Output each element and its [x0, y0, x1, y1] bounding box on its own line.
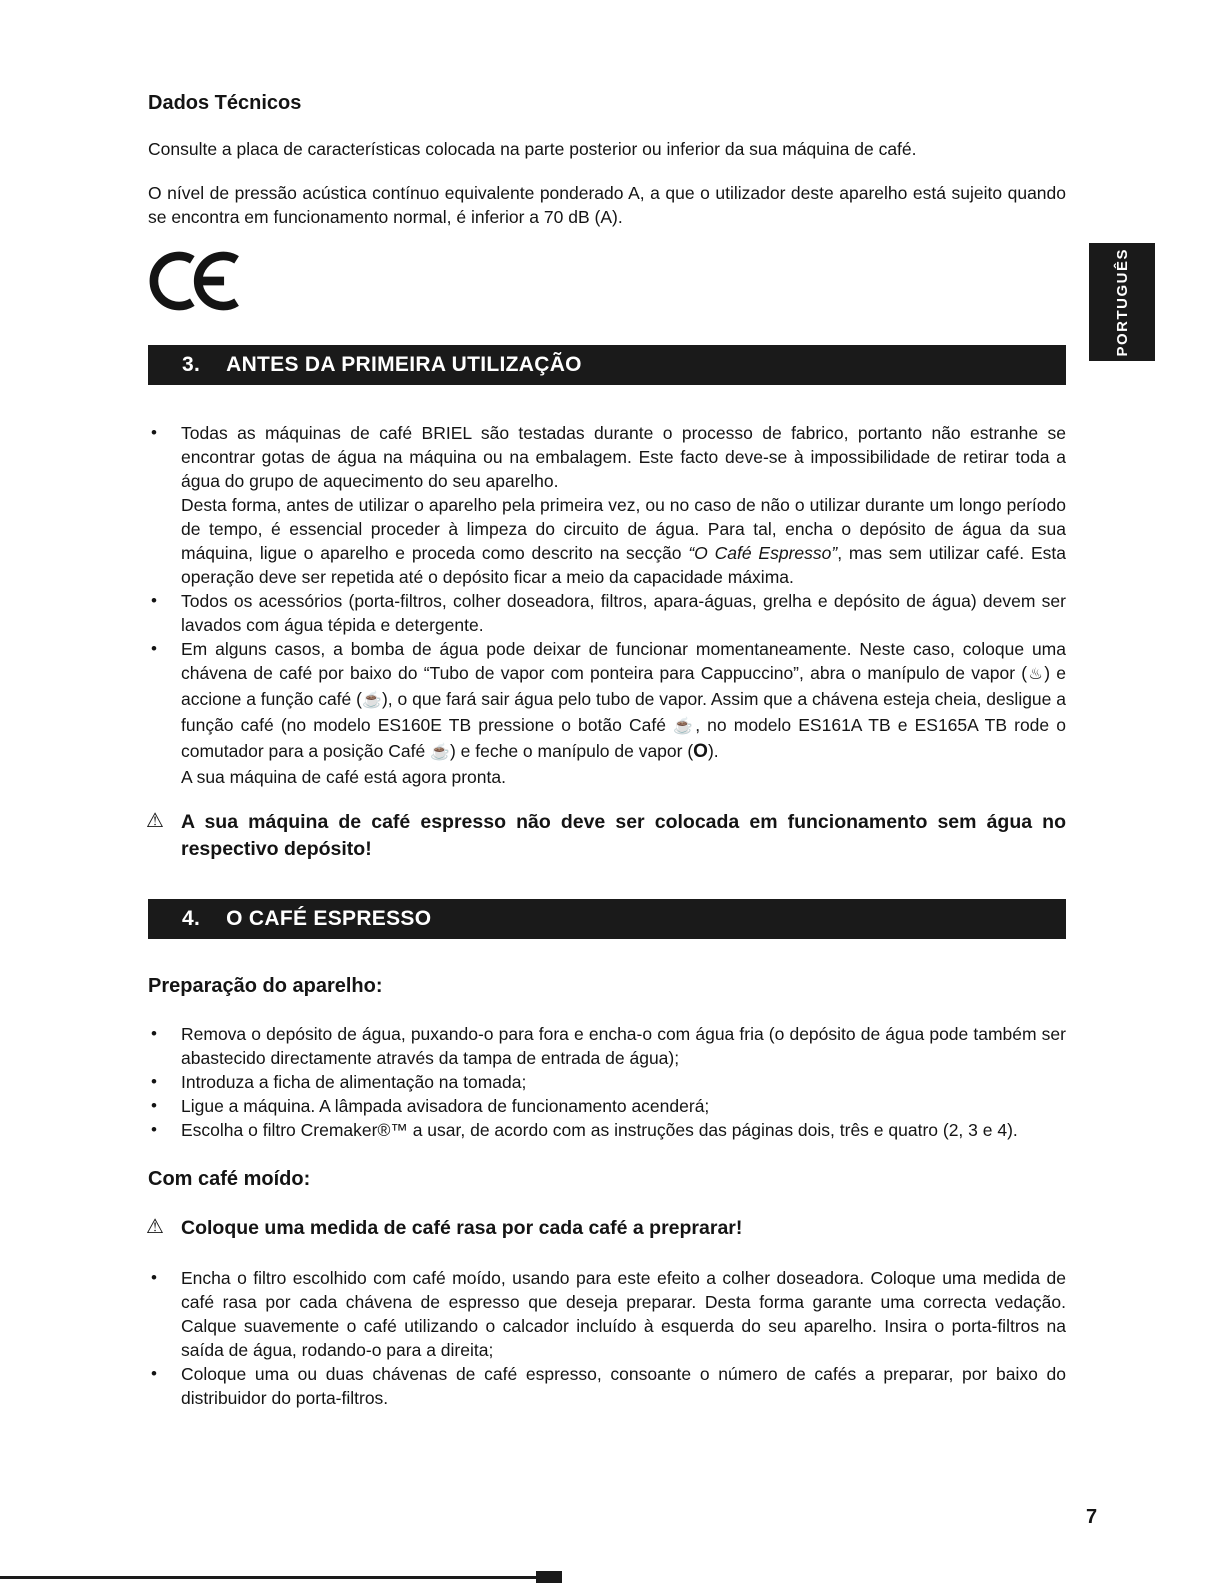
bullet-segment: ).: [707, 741, 719, 761]
warning-icon: ⚠: [146, 810, 164, 832]
ce-mark: [148, 249, 1066, 315]
section-3-bullet-list: [148, 421, 1066, 789]
section-3-header: [148, 345, 1066, 385]
list-item: [148, 589, 1066, 637]
section-3-title: ANTES DA PRIMEIRA UTILIZAÇÃO: [226, 353, 582, 376]
bullet-segment: ) e feche o manípulo de vapor (: [449, 741, 694, 761]
italic-reference: “O Café Espresso”: [688, 543, 838, 563]
coffee-cup-icon: ☕: [430, 744, 450, 761]
section-4-number: 4.: [182, 907, 201, 930]
steam-valve-icon: ♨: [1027, 666, 1045, 683]
language-tab: [1089, 243, 1155, 361]
warning-text: Coloque uma medida de café rasa por cada café a preprarar!: [181, 1217, 743, 1239]
bullet-text: Ligue a máquina. A lâmpada avisadora de funcionamento acenderá;: [181, 1096, 710, 1116]
preparation-heading: Preparação do aparelho:: [148, 975, 383, 997]
bullet-icon: •: [151, 1120, 157, 1139]
list-item: [148, 637, 1066, 789]
list-item: [148, 1362, 1066, 1410]
bullet-segment: , mas sem utilizar café. Esta operação deve ser repetida até o depósito ficar a meio da capacidade máxima.: [181, 543, 1066, 587]
bullet-text: [181, 637, 1066, 765]
list-item: [148, 1094, 1066, 1118]
bullet-segment: ) e accione a função café (: [181, 663, 1066, 709]
bullet-icon: •: [151, 1268, 157, 1287]
tech-paragraph-1: Consulte a placa de características colocada na parte posterior ou inferior da sua máquina de café.: [148, 139, 917, 159]
tech-paragraph-2: O nível de pressão acústica contínuo equivalente ponderado A, a que o utilizador deste aparelho está sujeito quando se encontra em funcionamento normal, é inferior a 70 dB (A).: [148, 183, 1066, 227]
knob-closed-icon: O: [693, 741, 708, 762]
bullet-icon: •: [151, 1072, 157, 1091]
footer-rule: [0, 1576, 545, 1579]
section-4-header: [148, 899, 1066, 939]
bullet-text: Introduza a ficha de alimentação na tomada;: [181, 1072, 527, 1092]
bullet-icon: •: [151, 1024, 157, 1043]
bullet-icon: •: [151, 1096, 157, 1115]
bullet-text: Encha o filtro escolhido com café moído, usando para este efeito a colher doseadora. Coloque uma medida de café rasa por cada chávena de espresso que deseja preparar. Desta forma garante uma correcta vedação. Calque suavemente o café utilizando o calcador incluído à esquerda do seu aparelho. Insira o porta-filtros na saída de água, rodando-o para a direita;: [181, 1268, 1066, 1360]
footer-print-mark: [536, 1571, 562, 1583]
page-number: 7: [1086, 1506, 1098, 1528]
preparation-bullet-list: [148, 1022, 1066, 1142]
coffee-measure-warning: [148, 1215, 1066, 1242]
warning-icon: ⚠: [146, 1216, 164, 1238]
coffee-cup-icon: ☕: [361, 692, 382, 709]
bullet-segment: Desta forma, antes de utilizar o aparelho pela primeira vez, ou no caso de não o utilizar durante um longo período de tempo, é essencial proceder à limpeza do circuito de água. Para tal, encha o depósito de água da sua máquina, ligue o aparelho e proceda como descrito na secção: [181, 495, 1066, 563]
page-content: [148, 92, 1066, 1414]
bullet-icon: •: [151, 1364, 157, 1383]
ground-coffee-heading: Com café moído:: [148, 1168, 311, 1190]
bullet-segment: Em alguns casos, a bomba de água pode deixar de funcionar momentaneamente. Neste caso, coloque uma chávena de café por baixo do “Tubo de vapor com ponteira para Cappuccino”, abra o manípulo de vapor (: [181, 639, 1066, 683]
section-3-number: 3.: [182, 353, 201, 376]
bullet-text: Remova o depósito de água, puxando-o para fora e encha-o com água fria (o depósito de água pode também ser abastecido directamente através da tampa de entrada de água);: [181, 1024, 1066, 1068]
bullet-segment: , no modelo ES161A TB e ES165A TB rode o comutador para a posição Café: [181, 715, 1066, 761]
ce-mark-icon: [148, 249, 252, 313]
water-warning: [148, 809, 1066, 863]
bullet-text: [181, 493, 1066, 589]
ground-coffee-bullet-list: [148, 1266, 1066, 1410]
list-item: [148, 1022, 1066, 1070]
bullet-icon: •: [151, 639, 157, 658]
bullet-icon: •: [151, 423, 157, 442]
section-4-title: O CAFÉ ESPRESSO: [226, 907, 432, 930]
coffee-cup-icon: ☕: [673, 718, 696, 735]
bullet-text: Todas as máquinas de café BRIEL são testadas durante o processo de fabrico, portanto não estranhe se encontrar gotas de água na máquina ou na embalagem. Este facto deve-se à impossibilidade de retirar toda a água do grupo de aquecimento do seu aparelho.: [181, 423, 1066, 491]
bullet-text: Escolha o filtro Cremaker®™ a usar, de acordo com as instruções das páginas dois, três e quatro (2, 3 e 4).: [181, 1120, 1018, 1140]
list-item: [148, 1118, 1066, 1142]
list-item: [148, 1266, 1066, 1362]
warning-text: A sua máquina de café espresso não deve ser colocada em funcionamento sem água no respectivo depósito!: [181, 811, 1066, 860]
bullet-segment: ), o que fará sair água pelo tubo de vapor. Assim que a chávena esteja cheia, desligue a função café (no modelo ES160E TB pressione o botão Café: [181, 689, 1067, 735]
tech-data-heading: Dados Técnicos: [148, 92, 302, 114]
list-item: [148, 1070, 1066, 1094]
bullet-icon: •: [151, 591, 157, 610]
bullet-text: Todos os acessórios (porta-filtros, colher doseadora, filtros, apara-águas, grelha e depósito de água) devem ser lavados com água tépida e detergente.: [181, 591, 1066, 635]
list-item: [148, 421, 1066, 589]
bullet-text: A sua máquina de café está agora pronta.: [181, 767, 506, 787]
language-tab-label: PORTUGUÊS: [1113, 247, 1131, 357]
bullet-text: Coloque uma ou duas chávenas de café espresso, consoante o número de cafés a preparar, por baixo do distribuidor do porta-filtros.: [181, 1364, 1066, 1408]
